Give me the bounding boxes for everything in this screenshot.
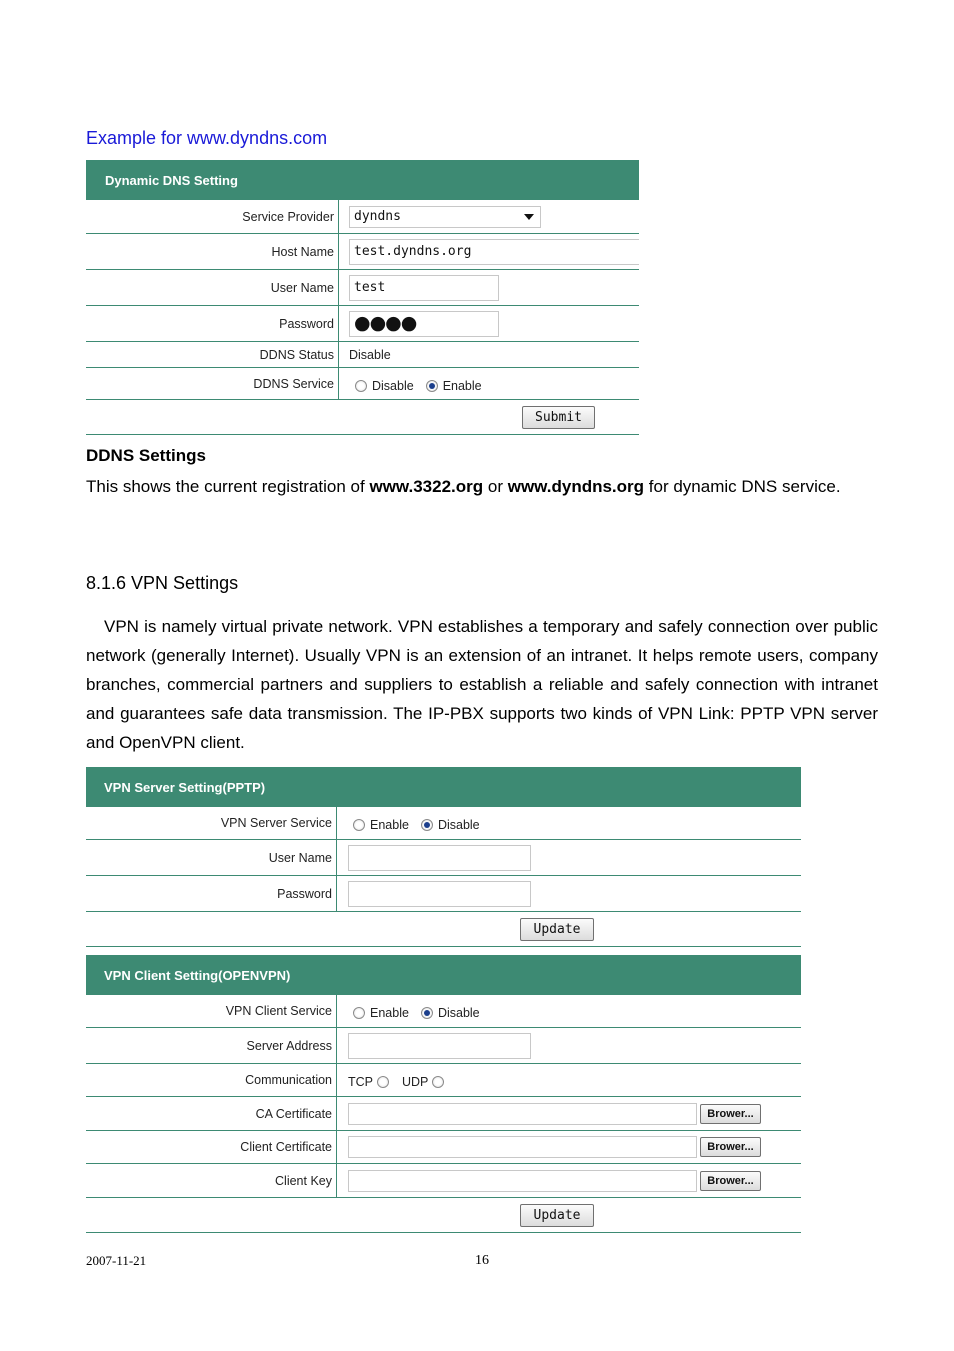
ddns-desc-bold1: www.3322.org bbox=[369, 477, 484, 496]
row-client-certificate bbox=[86, 1131, 801, 1164]
vpn-client-enable-label: Enable bbox=[370, 1006, 409, 1020]
ddns-settings-heading: DDNS Settings bbox=[86, 446, 206, 465]
host-name-input[interactable]: test.dyndns.org bbox=[349, 239, 639, 265]
ddns-desc-part2: or bbox=[483, 477, 508, 496]
row-ddns-service bbox=[86, 368, 639, 400]
vpn-server-disable-label: Disable bbox=[437, 818, 480, 832]
user-name-label: User Name bbox=[86, 270, 339, 305]
client-certificate-input[interactable] bbox=[348, 1136, 697, 1158]
service-provider-label: Service Provider bbox=[86, 200, 339, 233]
vpn-client-disable-radio[interactable] bbox=[421, 1007, 433, 1019]
ca-certificate-label: CA Certificate bbox=[86, 1097, 337, 1130]
client-key-input[interactable] bbox=[348, 1170, 697, 1192]
vpn-server-disable-radio[interactable] bbox=[421, 819, 433, 831]
row-client-key bbox=[86, 1164, 801, 1198]
row-password bbox=[86, 306, 639, 342]
user-name-input[interactable]: test bbox=[349, 275, 499, 301]
ddns-desc-bold2: www.dyndns.org bbox=[507, 477, 645, 496]
ddns-panel-header: Dynamic DNS Setting bbox=[86, 160, 639, 200]
ddns-panel bbox=[86, 160, 639, 435]
vpn-server-header: VPN Server Setting(PPTP) bbox=[86, 767, 801, 807]
vpn-server-user-label: User Name bbox=[86, 840, 337, 875]
ddns-desc-part1: This shows the current registration of bbox=[86, 477, 370, 496]
page-number: 16 bbox=[475, 1253, 489, 1268]
vpn-section-heading: 8.1.6 VPN Settings bbox=[86, 573, 239, 593]
service-provider-select[interactable] bbox=[349, 206, 541, 228]
row-vpn-client-update bbox=[86, 1198, 801, 1233]
vpn-client-header: VPN Client Setting(OPENVPN) bbox=[86, 955, 801, 995]
row-vpn-server-update bbox=[86, 912, 801, 947]
example-title: Example for www.dyndns.com bbox=[86, 128, 328, 148]
ddns-service-enable-radio[interactable] bbox=[426, 380, 438, 392]
vpn-client-service-label: VPN Client Service bbox=[86, 995, 337, 1027]
vpn-server-user-input[interactable] bbox=[348, 845, 531, 871]
vpn-client-update-button[interactable]: Update bbox=[520, 1204, 594, 1227]
ddns-service-label: DDNS Service bbox=[86, 368, 339, 399]
vpn-client-enable-radio[interactable] bbox=[353, 1007, 365, 1019]
communication-label: Communication bbox=[86, 1064, 337, 1096]
vpn-server-password-input[interactable] bbox=[348, 881, 531, 907]
row-vpn-server-service bbox=[86, 807, 801, 840]
password-input[interactable]: ●●●● bbox=[349, 311, 499, 337]
server-address-input[interactable] bbox=[348, 1033, 531, 1059]
row-vpn-client-service bbox=[86, 995, 801, 1028]
vpn-client-disable-label: Disable bbox=[437, 1006, 480, 1020]
ddns-desc-part3: for dynamic DNS service. bbox=[644, 477, 841, 496]
row-vpn-server-password bbox=[86, 876, 801, 912]
ddns-status-label: DDNS Status bbox=[86, 342, 339, 367]
ca-certificate-browse-button[interactable]: Brower... bbox=[700, 1104, 761, 1124]
udp-radio[interactable] bbox=[432, 1076, 444, 1088]
service-provider-value: dyndns bbox=[354, 209, 401, 224]
password-label: Password bbox=[86, 306, 339, 341]
ca-certificate-input[interactable] bbox=[348, 1103, 697, 1125]
row-ca-certificate bbox=[86, 1097, 801, 1131]
row-communication bbox=[86, 1064, 801, 1097]
row-service-provider bbox=[86, 200, 639, 234]
vpn-client-panel bbox=[86, 955, 801, 1233]
row-ddns-status bbox=[86, 342, 639, 368]
tcp-radio[interactable] bbox=[377, 1076, 389, 1088]
client-key-label: Client Key bbox=[86, 1164, 337, 1197]
vpn-section-paragraph: VPN is namely virtual private network. VPN establishes a temporary and safely connection over public network (generally Internet). Usually VPN is an extension of an intranet. It helps remote users, company branches, commercial partners and suppliers to establish a reliable and safely connection with intranet and guarantees safe data transmission. The IP-PBX supports two kinds of VPN Link: PPTP VPN server and OpenVPN client. bbox=[86, 617, 878, 752]
client-certificate-browse-button[interactable]: Brower... bbox=[700, 1137, 761, 1157]
client-key-browse-button[interactable]: Brower... bbox=[700, 1171, 761, 1191]
vpn-server-password-label: Password bbox=[86, 876, 337, 911]
footer-date: 2007-11-21 bbox=[86, 1253, 147, 1268]
udp-label: UDP bbox=[402, 1075, 429, 1089]
row-submit bbox=[86, 400, 639, 435]
vpn-server-panel bbox=[86, 767, 801, 947]
row-user-name bbox=[86, 270, 639, 306]
ddns-settings-description bbox=[86, 472, 841, 501]
row-server-address bbox=[86, 1028, 801, 1064]
row-host-name bbox=[86, 234, 639, 270]
ddns-service-enable-label: Enable bbox=[442, 378, 482, 393]
ddns-service-disable-radio[interactable] bbox=[355, 380, 367, 392]
host-name-label: Host Name bbox=[86, 234, 339, 269]
server-address-label: Server Address bbox=[86, 1028, 337, 1063]
tcp-label: TCP bbox=[348, 1075, 373, 1089]
chevron-down-icon bbox=[524, 214, 534, 220]
row-vpn-server-user bbox=[86, 840, 801, 876]
submit-button[interactable]: Submit bbox=[522, 406, 595, 429]
vpn-server-enable-label: Enable bbox=[370, 818, 409, 832]
vpn-server-enable-radio[interactable] bbox=[353, 819, 365, 831]
ddns-status-value: Disable bbox=[349, 347, 391, 362]
vpn-server-service-label: VPN Server Service bbox=[86, 807, 337, 839]
vpn-server-update-button[interactable]: Update bbox=[520, 918, 594, 941]
client-certificate-label: Client Certificate bbox=[86, 1131, 337, 1163]
ddns-service-disable-label: Disable bbox=[372, 378, 414, 393]
